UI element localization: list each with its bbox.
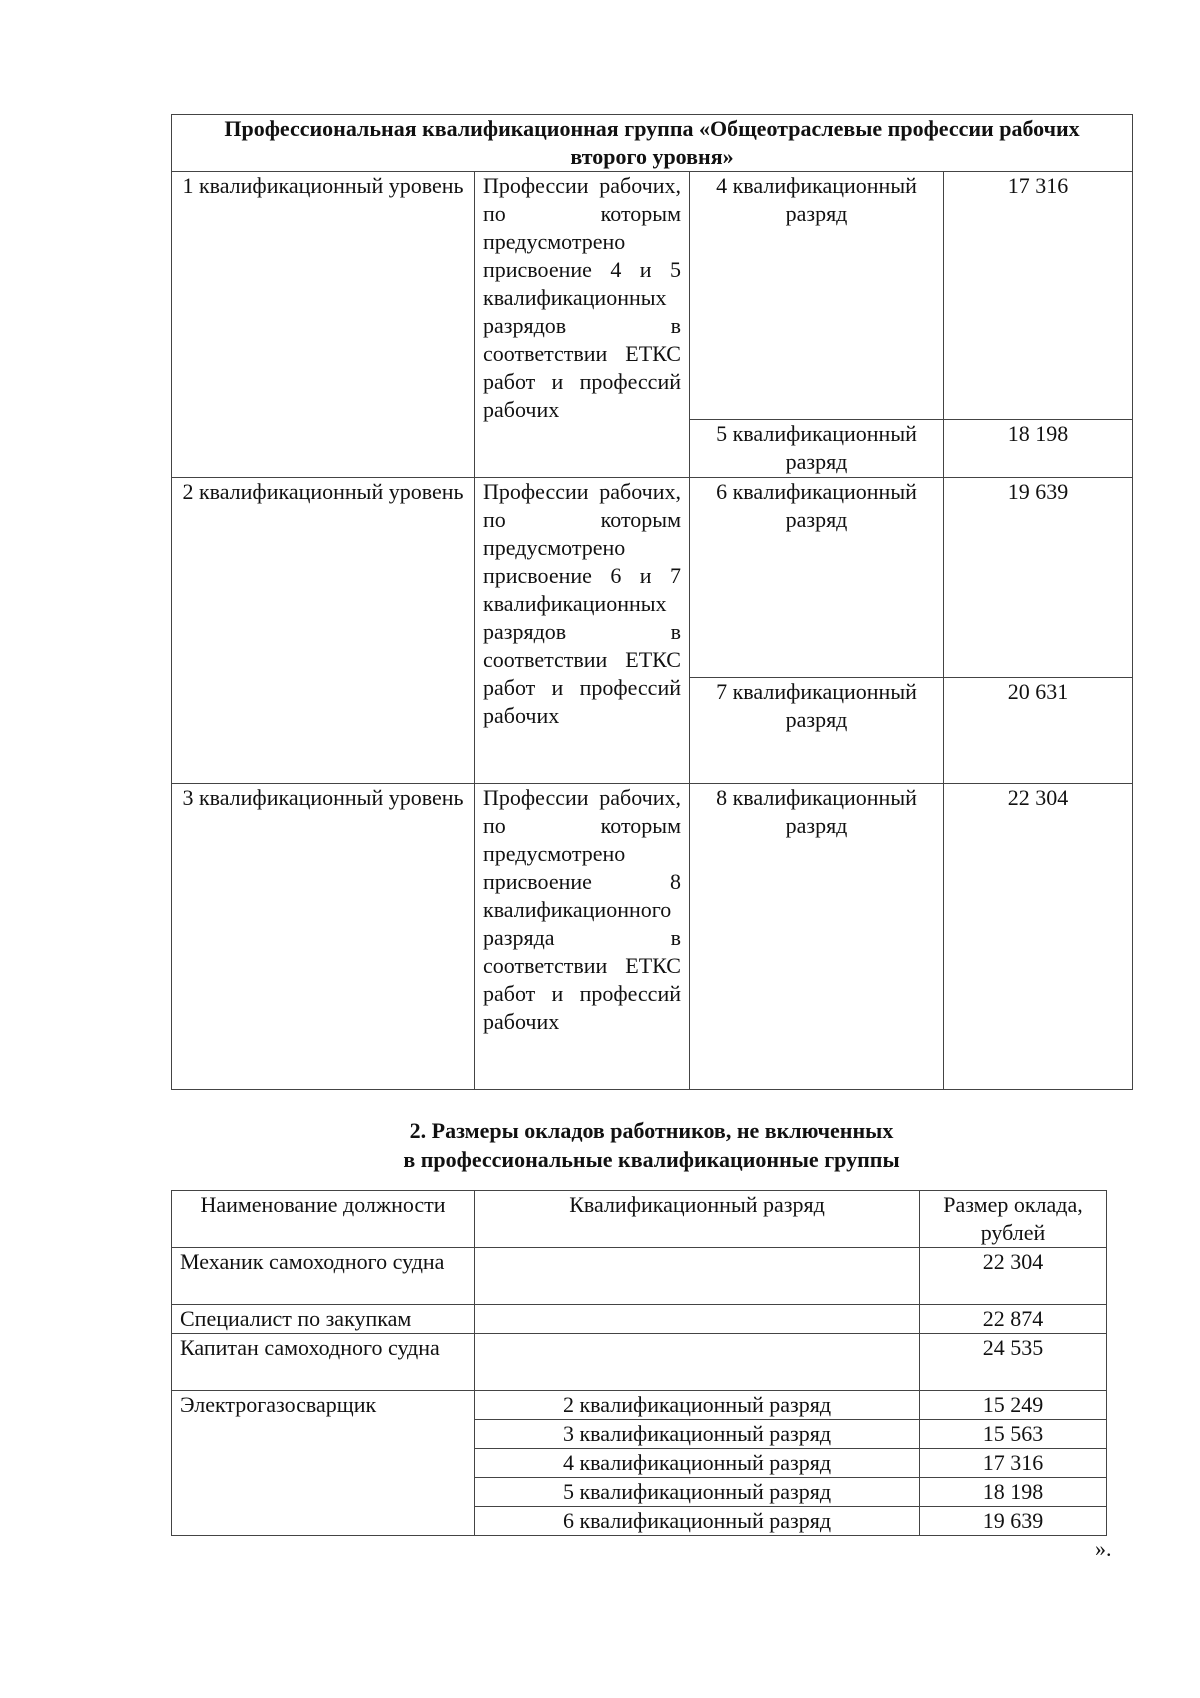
section-title-line: в профессиональные квалификационные группы bbox=[403, 1147, 900, 1172]
salary-cell: 18 198 bbox=[944, 420, 1133, 478]
table-row bbox=[172, 1334, 1107, 1391]
grade-cell bbox=[475, 1305, 920, 1334]
salary-cell: 22 874 bbox=[920, 1305, 1107, 1334]
grade-cell: 4 квалификационный разряд bbox=[690, 172, 944, 420]
salary-cell: 15 563 bbox=[920, 1420, 1107, 1449]
grade-cell: 3 квалификационный разряд bbox=[475, 1420, 920, 1449]
salary-cell: 18 198 bbox=[920, 1478, 1107, 1507]
level-description: Профессии рабочих, по которым предусмотрено присвоение 6 и 7 квалификационных разрядов в соответствии ЕТКС работ и профессий рабочих bbox=[475, 478, 690, 784]
position-cell: Механик самоходного судна bbox=[172, 1248, 475, 1305]
grade-cell: 8 квалификационный разряд bbox=[690, 784, 944, 1090]
position-cell: Электрогазосварщик bbox=[172, 1391, 475, 1536]
column-header: Квалификационный разряд bbox=[475, 1191, 920, 1248]
level-description: Профессии рабочих, по которым предусмотрено присвоение 4 и 5 квалификационных разрядов в соответствии ЕТКС работ и профессий рабочих bbox=[475, 172, 690, 478]
section-title bbox=[171, 1116, 1132, 1174]
qualification-level: 2 квалификационный уровень bbox=[172, 478, 475, 784]
section-title-line: 2. Размеры окладов работников, не включенных bbox=[409, 1118, 894, 1143]
grade-cell: 5 квалификационный разряд bbox=[475, 1478, 920, 1507]
salary-cell: 20 631 bbox=[944, 678, 1133, 784]
grade-cell: 2 квалификационный разряд bbox=[475, 1391, 920, 1420]
table-header-row bbox=[172, 115, 1133, 172]
table-row bbox=[172, 172, 1133, 420]
salary-cell: 22 304 bbox=[920, 1248, 1107, 1305]
salary-cell: 22 304 bbox=[944, 784, 1133, 1090]
salary-cell: 17 316 bbox=[944, 172, 1133, 420]
qualification-level: 3 квалификационный уровень bbox=[172, 784, 475, 1090]
salary-cell: 24 535 bbox=[920, 1334, 1107, 1391]
table-row bbox=[172, 784, 1133, 1090]
qualification-level: 1 квалификационный уровень bbox=[172, 172, 475, 478]
salary-cell: 17 316 bbox=[920, 1449, 1107, 1478]
table-row bbox=[172, 1391, 1107, 1420]
qualification-group-title: Профессиональная квалификационная группа «Общеотраслевые профессии рабочих второго уровня» bbox=[172, 115, 1133, 172]
grade-cell: 6 квалификационный разряд bbox=[475, 1507, 920, 1536]
grade-cell: 5 квалификационный разряд bbox=[690, 420, 944, 478]
table-row bbox=[172, 1305, 1107, 1334]
column-header: Размер оклада, рублей bbox=[920, 1191, 1107, 1248]
salary-cell: 15 249 bbox=[920, 1391, 1107, 1420]
grade-cell bbox=[475, 1248, 920, 1305]
level-description: Профессии рабочих, по которым предусмотрено присвоение 8 квалификационного разряда в соответствии ЕТКС работ и профессий рабочих bbox=[475, 784, 690, 1090]
table-row bbox=[172, 478, 1133, 678]
grade-cell: 6 квалификационный разряд bbox=[690, 478, 944, 678]
position-cell: Специалист по закупкам bbox=[172, 1305, 475, 1334]
table-header-row bbox=[172, 1191, 1107, 1248]
grade-cell: 7 квалификационный разряд bbox=[690, 678, 944, 784]
qualification-group-table bbox=[171, 114, 1133, 1090]
salary-cell: 19 639 bbox=[944, 478, 1133, 678]
closing-quote-mark: ». bbox=[1095, 1536, 1112, 1561]
grade-cell bbox=[475, 1334, 920, 1391]
grade-cell: 4 квалификационный разряд bbox=[475, 1449, 920, 1478]
position-cell: Капитан самоходного судна bbox=[172, 1334, 475, 1391]
salary-table bbox=[171, 1190, 1107, 1536]
table-row bbox=[172, 1248, 1107, 1305]
column-header: Наименование должности bbox=[172, 1191, 475, 1248]
salary-cell: 19 639 bbox=[920, 1507, 1107, 1536]
